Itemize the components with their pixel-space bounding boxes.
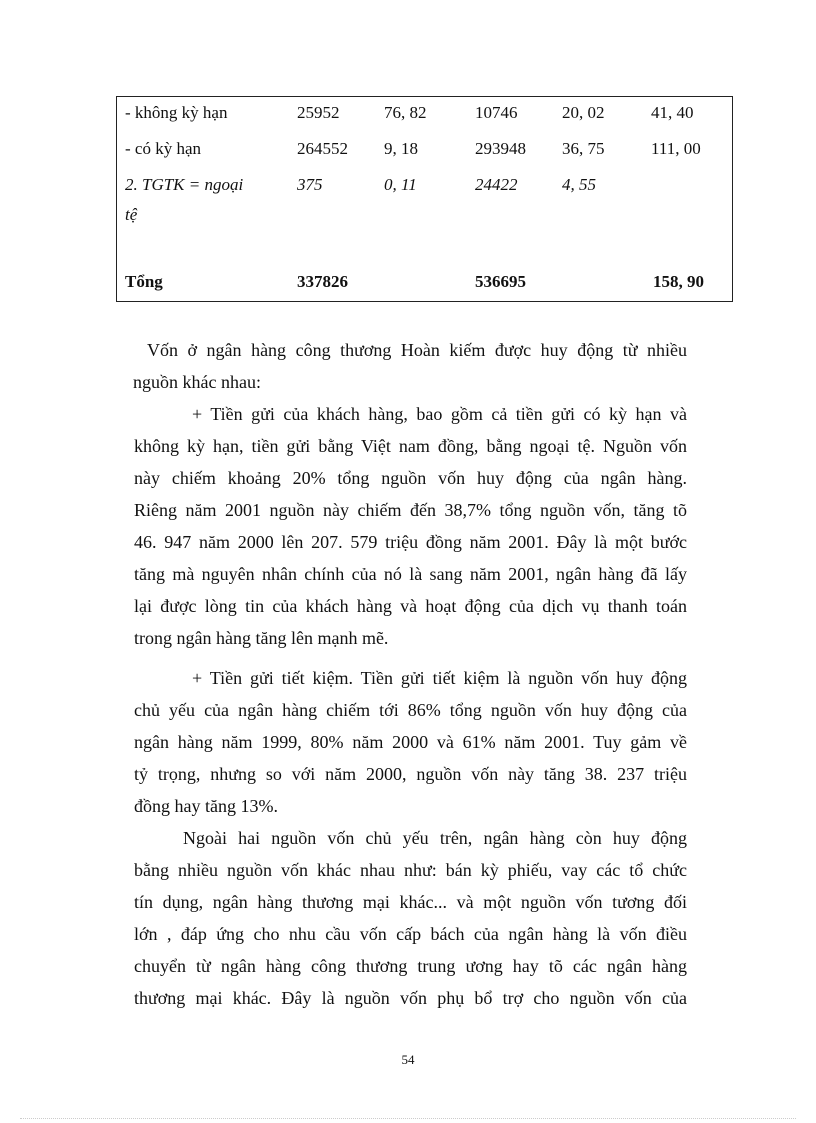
- row-label: - không kỳ hạn: [125, 103, 228, 122]
- paragraph-deposits: [134, 398, 687, 654]
- text-line: này chiếm khoảng 20% tổng nguồn vốn huy động của ngân hàng.: [134, 468, 687, 488]
- paragraph-savings: [134, 662, 687, 822]
- text-line: thương mại khác. Đây là nguồn vốn phụ bổ trợ cho nguồn vốn của: [134, 988, 687, 1008]
- text-line: không kỳ hạn, tiền gửi bằng Việt nam đồng, bằng ngoại tệ. Nguồn vốn: [134, 436, 687, 456]
- table-cell: 9, 18: [384, 139, 418, 158]
- text-line: + Tiền gửi tiết kiệm. Tiền gửi tiết kiệm là nguồn vốn huy động: [192, 668, 687, 688]
- text-line: đồng hay tăng 13%.: [134, 796, 278, 816]
- table-cell: 10746: [475, 103, 518, 122]
- text-line: ngân hàng năm 1999, 80% năm 2000 và 61% năm 2001. Tuy gảm về: [134, 732, 687, 752]
- text-line: bằng nhiều nguồn vốn khác nhau như: bán kỳ phiếu, vay các tổ chức: [134, 860, 687, 880]
- paragraph-intro: [133, 334, 687, 398]
- text-line: lại được lòng tin của khách hàng và hoạt động của dịch vụ thanh toán: [134, 596, 687, 616]
- text-line: trong ngân hàng tăng lên mạnh mẽ.: [134, 628, 389, 648]
- table-cell: 36, 75: [562, 139, 605, 158]
- text-line: Ngoài hai nguồn vốn chủ yếu trên, ngân hàng còn huy động: [183, 828, 687, 848]
- page-number: 54: [401, 1052, 415, 1067]
- text-line: tăng mà nguyên nhân chính của nó là sang năm 2001, ngân hàng đã lấy: [134, 564, 687, 584]
- text-line: tín dụng, ngân hàng thương mại khác... và một nguồn vốn tương đối: [134, 892, 687, 912]
- table-cell: 264552: [297, 139, 348, 158]
- row-label: 2. TGTK = ngoại: [125, 175, 244, 194]
- text-line: Vốn ở ngân hàng công thương Hoàn kiếm được huy động từ nhiều: [147, 340, 687, 360]
- capital-table: [116, 96, 733, 302]
- table-cell: 4, 55: [562, 175, 596, 194]
- text-line: chủ yếu của ngân hàng chiếm tới 86% tổng nguồn vốn huy động của: [134, 700, 687, 720]
- table-cell: 76, 82: [384, 103, 427, 122]
- table-cell: 41, 40: [651, 103, 694, 122]
- table-cell: 293948: [475, 139, 526, 158]
- row-label-continued: tệ: [125, 205, 138, 224]
- table-cell: 24422: [475, 175, 518, 194]
- text-line: nguồn khác nhau:: [133, 372, 261, 392]
- table-cell: 25952: [297, 103, 340, 122]
- table-cell: 20, 02: [562, 103, 605, 122]
- text-line: Riêng năm 2001 nguồn này chiếm đến 38,7% tổng nguồn vốn, tăng tõ: [134, 500, 687, 520]
- page-divider: [20, 1118, 796, 1119]
- table-cell: 337826: [297, 272, 348, 291]
- paragraph-other-sources: [134, 822, 687, 1014]
- table-cell: 111, 00: [651, 139, 701, 158]
- row-label: - có kỳ hạn: [125, 139, 202, 158]
- text-line: 46. 947 năm 2000 lên 207. 579 triệu đồng năm 2001. Đây là một bước: [134, 532, 687, 552]
- row-label: Tổng: [125, 272, 163, 291]
- table-cell: 375: [297, 175, 323, 194]
- table-cell: 0, 11: [384, 175, 417, 194]
- table-cell: 536695: [475, 272, 526, 291]
- text-line: + Tiền gửi của khách hàng, bao gồm cả tiền gửi có kỳ hạn và: [192, 404, 687, 424]
- text-line: tỷ trọng, nhưng so với năm 2000, nguồn vốn này tăng 38. 237 triệu: [134, 764, 687, 784]
- table-cell: 158, 90: [653, 272, 704, 291]
- text-line: chuyển từ ngân hàng công thương trung ương hay tõ các ngân hàng: [134, 956, 687, 976]
- text-line: lớn , đáp ứng cho nhu cầu vốn cấp bách của ngân hàng là vốn điều: [134, 924, 687, 944]
